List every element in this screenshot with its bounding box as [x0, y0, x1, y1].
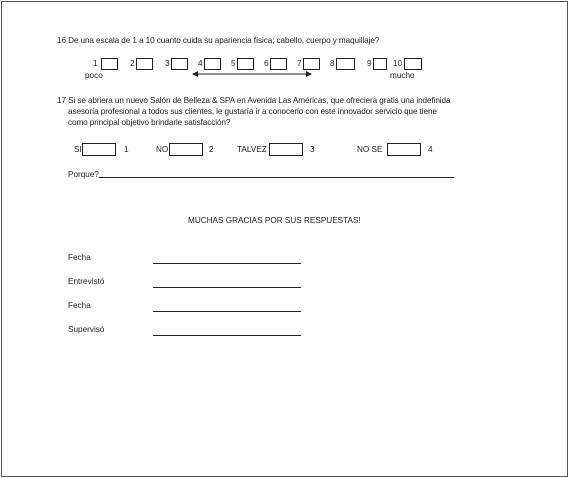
- option-si-box[interactable]: [82, 143, 116, 156]
- option-no-code: 2: [209, 145, 214, 154]
- scale-low-label: poco: [85, 71, 103, 80]
- fecha-label-1: Fecha: [68, 253, 91, 262]
- scale-box-9[interactable]: [373, 58, 387, 70]
- porque-answer-line[interactable]: [99, 177, 454, 178]
- fecha-field-2[interactable]: [153, 311, 301, 312]
- scale-box-10[interactable]: [404, 58, 422, 70]
- scale-box-2[interactable]: [136, 58, 153, 70]
- scale-num-7: 7: [297, 59, 302, 68]
- question-17-line-3: como principal objetivo brindarle satisfacción?: [68, 118, 231, 127]
- superviso-label: Supervisó: [68, 325, 105, 334]
- question-17-line-1: 17 Si se abriera un nuevo Salón de Belleza & SPA en Avenida Las Américas, que ofreciera gratis una indefinida: [57, 96, 451, 105]
- superviso-field[interactable]: [153, 335, 301, 336]
- thanks-message: MUCHAS GRACIAS POR SUS RESPUESTAS!: [188, 216, 361, 225]
- question-17-line-2: asesoría profesional a todos sus clientes, le gustaría ir a conocerlo con este innovador servicio que tiene: [68, 107, 437, 116]
- option-si-code: 1: [124, 145, 129, 154]
- option-si-label: SI: [74, 145, 82, 154]
- scale-num-9: 9: [367, 59, 372, 68]
- entrevisto-label: Entrevistó: [68, 277, 105, 286]
- fecha-label-2: Fecha: [68, 301, 91, 310]
- scale-num-6: 6: [264, 59, 269, 68]
- option-talvez-box[interactable]: [269, 143, 303, 156]
- scale-box-8[interactable]: [336, 58, 355, 70]
- scale-num-10: 10: [393, 59, 403, 68]
- scale-num-5: 5: [231, 59, 236, 68]
- porque-label: Porque?: [68, 170, 99, 179]
- option-nose-box[interactable]: [387, 143, 421, 156]
- option-talvez-code: 3: [310, 145, 315, 154]
- option-no-label: NO: [156, 145, 169, 154]
- option-talvez-label: TALVEZ: [237, 145, 267, 154]
- option-no-box[interactable]: [169, 143, 203, 156]
- scale-high-label: mucho: [390, 71, 415, 80]
- option-nose-label: NO SE: [357, 145, 383, 154]
- scale-box-1[interactable]: [101, 58, 118, 70]
- double-arrow-icon: [192, 69, 312, 79]
- entrevisto-field[interactable]: [153, 287, 301, 288]
- scale-num-4: 4: [198, 59, 203, 68]
- fecha-field-1[interactable]: [153, 263, 301, 264]
- scale-num-8: 8: [330, 59, 335, 68]
- question-16-text: 16 De una escala de 1 a 10 cuanto cuida su apariencia física; cabello, cuerpo y maquillaje?: [57, 36, 380, 45]
- scale-box-3[interactable]: [171, 58, 188, 70]
- scale-num-1: 1: [93, 59, 98, 68]
- scale-num-3: 3: [165, 59, 170, 68]
- option-nose-code: 4: [428, 145, 433, 154]
- scale-num-2: 2: [130, 59, 135, 68]
